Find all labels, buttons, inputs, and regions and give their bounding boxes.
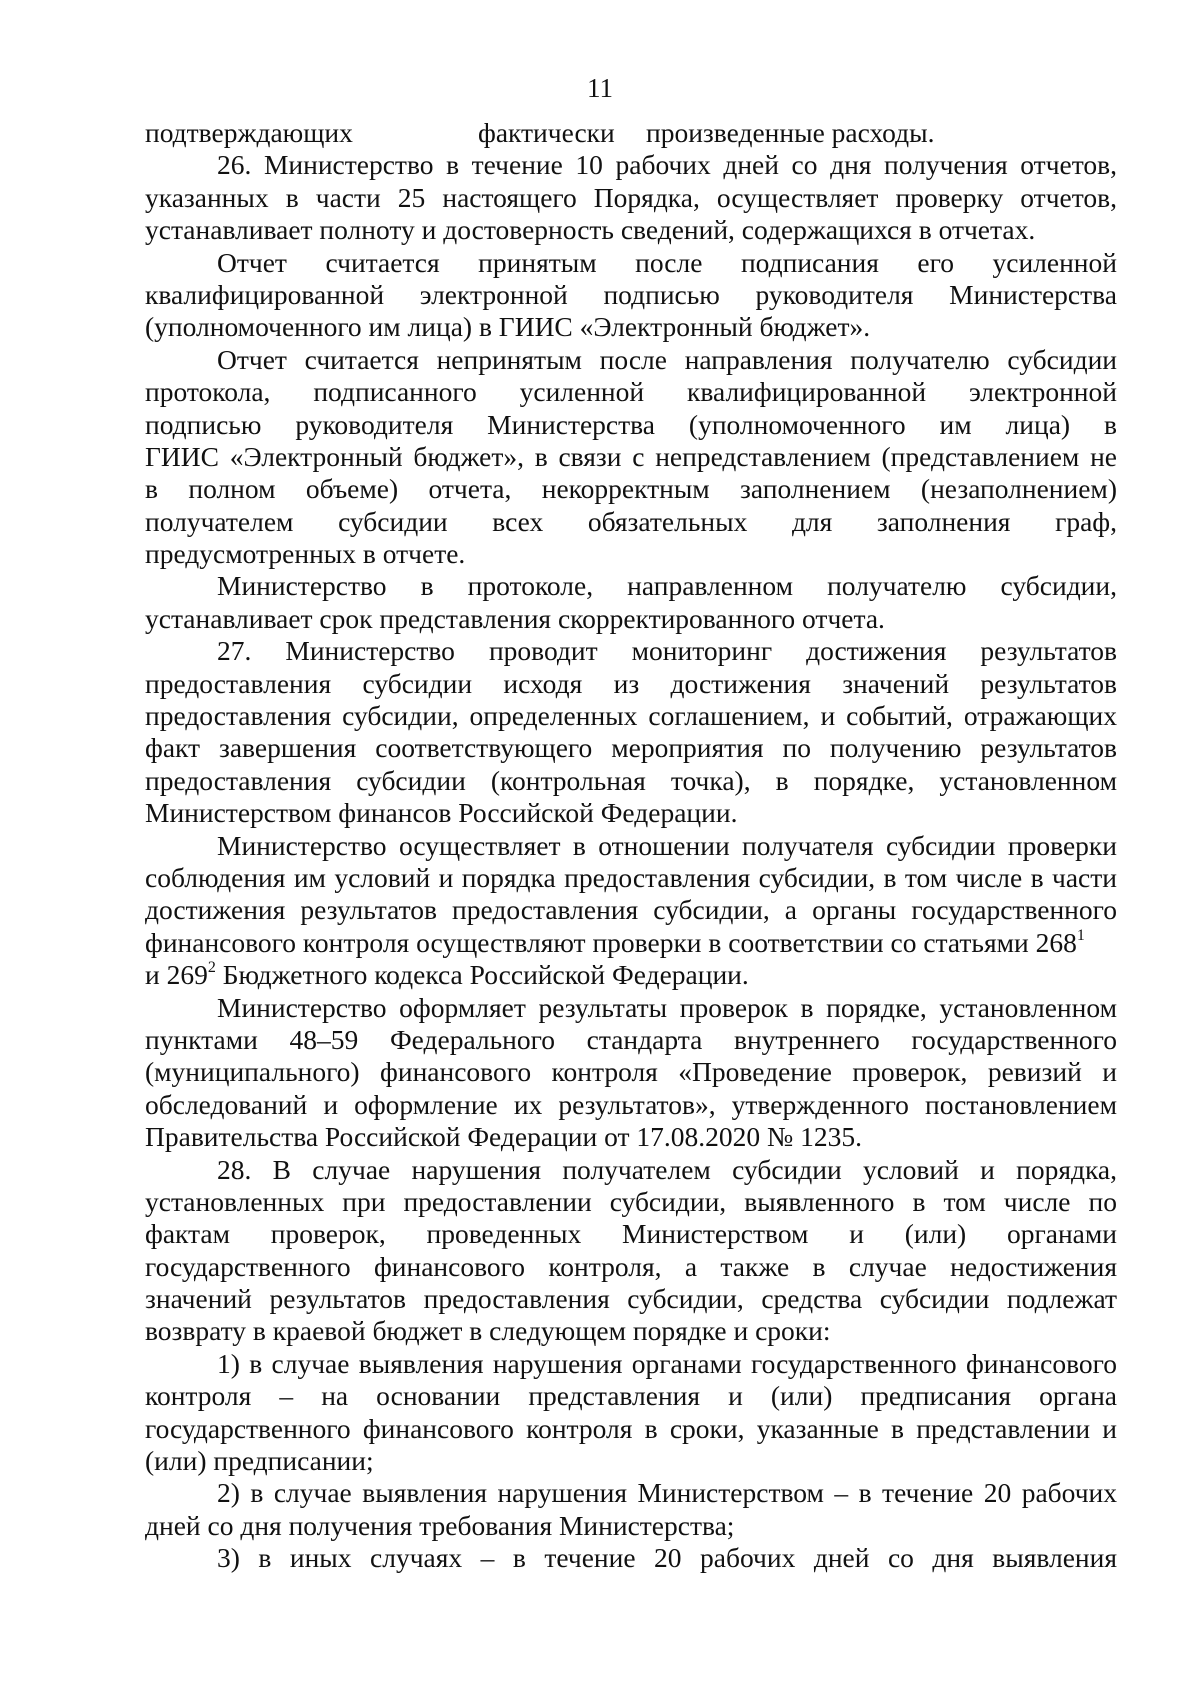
- text-line: подписью руководителя Министерства (уполномоченного им лица) в: [145, 408, 1117, 440]
- text-line: [145, 959, 1117, 991]
- paragraph-28-line: 28. В случае нарушения получателем субсидии условий и порядка,: [217, 1153, 1117, 1185]
- text-fragment: подтверждающих: [145, 117, 353, 148]
- list-item-line: 1) в случае выявления нарушения органами государственного финансового: [217, 1347, 1117, 1379]
- text-line: предусмотренных в отчете.: [145, 538, 466, 570]
- text-line: возврату в краевой бюджет в следующем порядке и сроки:: [145, 1315, 831, 1347]
- paragraph-27-line: 27. Министерство проводит мониторинг достижения результатов: [217, 635, 1117, 667]
- text-line: (или) предписании;: [145, 1445, 374, 1477]
- text-line: протокола, подписанного усиленной квалифицированной электронной: [145, 376, 1117, 408]
- superscript: 1: [1076, 926, 1085, 944]
- text-fragment: фактически: [478, 117, 615, 148]
- text-line: Отчет считается принятым после подписания его усиленной: [217, 246, 1117, 278]
- text-line: (муниципального) финансового контроля «Проведение проверок, ревизий и: [145, 1056, 1117, 1088]
- text-line: дней со дня получения требования Министерства;: [145, 1509, 735, 1541]
- text-line: соблюдения им условий и порядка предоставления субсидии, в том числе в части: [145, 861, 1117, 893]
- text-line: Отчет считается непринятым после направления получателю субсидии: [217, 343, 1117, 375]
- text-line: предоставления субсидии, определенных соглашением, и событий, отражающих: [145, 700, 1117, 732]
- text-line: указанных в части 25 настоящего Порядка, осуществляет проверку отчетов,: [145, 181, 1117, 213]
- text-fragment: и 269: [145, 959, 208, 991]
- text-line: получателем субсидии всех обязательных для заполнения граф,: [145, 505, 1117, 537]
- text-fragment: Бюджетного кодекса Российской Федерации.: [215, 959, 749, 991]
- text-line: устанавливает срок представления скорректированного отчета.: [145, 602, 885, 634]
- paragraph-26-line: 26. Министерство в течение 10 рабочих дней со дня получения отчетов,: [217, 149, 1117, 181]
- text-line: Министерство в протоколе, направленном получателю субсидии,: [217, 570, 1117, 602]
- text-line: устанавливает полноту и достоверность сведений, содержащихся в отчетах.: [145, 214, 1036, 246]
- text-fragment: финансового контроля осуществляют проверки в соответствии со статьями 268: [145, 926, 1077, 958]
- text-line: государственного финансового контроля в сроки, указанные в представлении и: [145, 1412, 1117, 1444]
- text-line: ГИИС «Электронный бюджет», в связи с непредставлением (представлением не: [145, 440, 1117, 472]
- text-fragment: произведенные расходы.: [646, 117, 935, 148]
- page-number: 11: [587, 73, 613, 103]
- text-line: значений результатов предоставления субсидии, средства субсидии подлежат: [145, 1283, 1117, 1315]
- text-line: [145, 117, 1117, 149]
- text-line: Правительства Российской Федерации от 17.08.2020 № 1235.: [145, 1121, 862, 1153]
- text-line: обследований и оформление их результатов», утвержденного постановлением: [145, 1088, 1117, 1120]
- text-line: предоставления субсидии исходя из достижения значений результатов: [145, 667, 1117, 699]
- text-line: установленных при предоставлении субсидии, выявленного в том числе по: [145, 1185, 1117, 1217]
- text-line: Министерством финансов Российской Федерации.: [145, 797, 738, 829]
- text-line: факт завершения соответствующего мероприятия по получению результатов: [145, 732, 1117, 764]
- text-line: Министерство осуществляет в отношении получателя субсидии проверки: [217, 829, 1117, 861]
- text-line: контроля – на основании представления и (или) предписания органа: [145, 1380, 1117, 1412]
- text-line: предоставления субсидии (контрольная точка), в порядке, установленном: [145, 764, 1117, 796]
- text-line: [145, 927, 1117, 959]
- text-line: пунктами 48–59 Федерального стандарта внутреннего государственного: [145, 1023, 1117, 1055]
- text-line: (уполномоченного им лица) в ГИИС «Электронный бюджет».: [145, 311, 871, 343]
- text-line: Министерство оформляет результаты проверок в порядке, установленном: [217, 991, 1117, 1023]
- document-body: [145, 117, 1117, 1575]
- text-line: квалифицированной электронной подписью руководителя Министерства: [145, 278, 1117, 310]
- list-item-line: 2) в случае выявления нарушения Министерством – в течение 20 рабочих: [217, 1477, 1117, 1509]
- text-line: государственного финансового контроля, а также в случае недостижения: [145, 1250, 1117, 1282]
- text-line: фактам проверок, проведенных Министерством и (или) органами: [145, 1218, 1117, 1250]
- list-item-line: 3) в иных случаях – в течение 20 рабочих дней со дня выявления: [217, 1542, 1117, 1574]
- superscript: 2: [207, 959, 216, 976]
- text-line: в полном объеме) отчета, некорректным заполнением (незаполнением): [145, 473, 1117, 505]
- text-line: достижения результатов предоставления субсидии, а органы государственного: [145, 894, 1117, 926]
